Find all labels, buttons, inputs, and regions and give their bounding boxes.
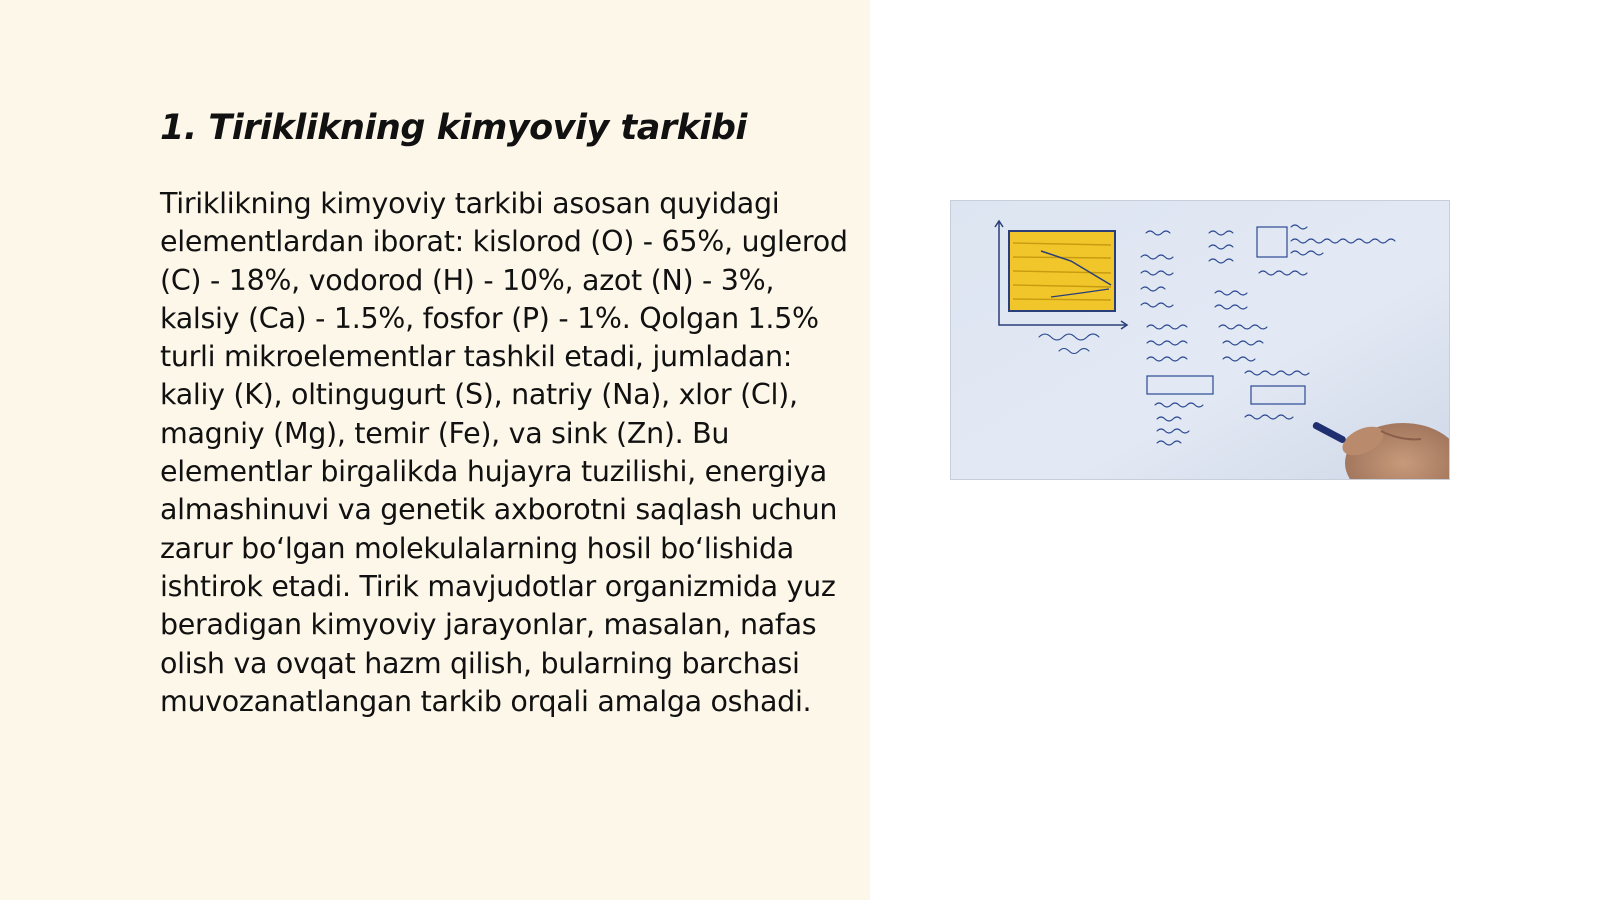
whiteboard-photo	[950, 200, 1450, 480]
slide-body-text: Tiriklikning kimyoviy tarkibi asosan quyidagi elementlardan iborat: kislorod (O) - 65%, uglerod (C) - 18%, vodorod (H) - 10%, azot (N) - 3%, kalsiy (Ca) - 1.5%, fosfor (P) - 1%. Qolgan 1.5% turli mikroelementlar tashkil etadi, jumladan: kaliy (K), oltingugurt (S), natriy (Na), xlor (Cl), magniy (Mg), temir (Fe), va sink (Zn). Bu elementlar birgalikda hujayra tuzilishi, energiya almashinuvi va genetik axborotni saqlash uchun zarur bo‘lgan molekulalarning hosil bo‘lishida ishtirok etadi. Tirik mavjudotlar organizmida yuz beradigan kimyoviy jarayonlar, masalan, nafas olish va ovqat hazm qilish, bularning barchasi muvozanatlangan tarkib orqali amalga oshadi.	[160, 187, 848, 718]
slide-title: 1. Tiriklikning kimyoviy tarkibi	[160, 108, 747, 148]
